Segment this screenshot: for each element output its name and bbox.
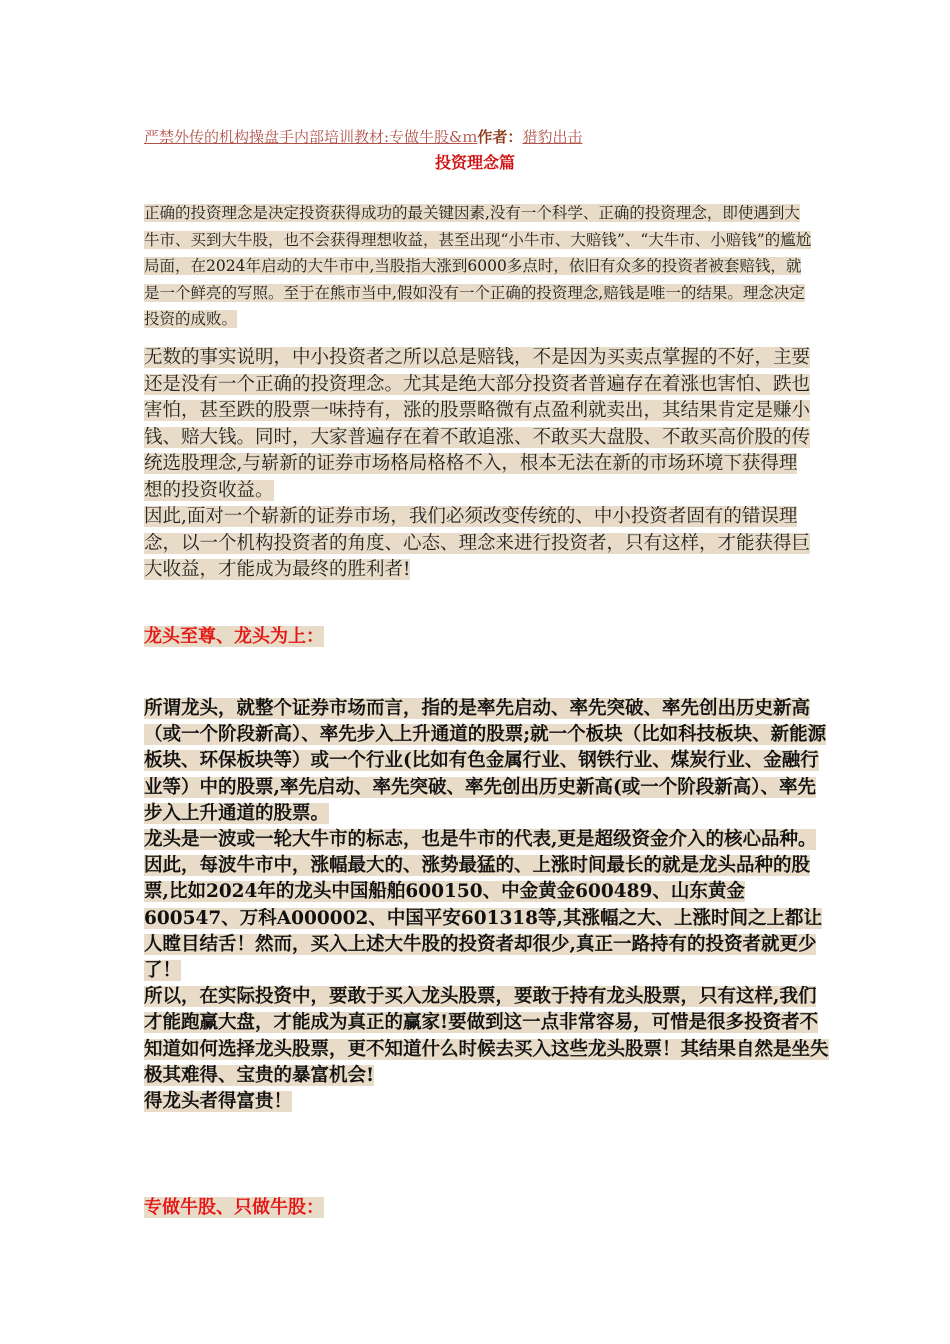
reason-paragraph-2: 因此,面对一个崭新的证券市场，我们必须改变传统的、中小投资者固有的错误理念，以一个机构投资者的角度、心态、理念来进行投资者，只有这样，才能获得巨大收益，才能成为最终的胜利者! [144, 506, 811, 580]
dragon-section-body [144, 696, 834, 1115]
intro-paragraph-text: 正确的投资理念是决定投资获得成功的最关键因素,没有一个科学、正确的投资理念，即使遇到大牛市、买到大牛股，也不会获得理想收益，甚至出现“小牛市、大赔钱”、“大牛市、小赔钱”的尴尬局面，在2024年启动的大牛市中,当股指大涨到6000多点时，依旧有众多的投资者被套赔钱，就是一个鲜亮的写照。至于在熊市当中,假如没有一个正确的投资理念,赔钱是唯一的结果。理念决定投资的成败。 [144, 204, 812, 328]
dragon-paragraph-4: 得龙头者得富贵！ [144, 1091, 293, 1113]
intro-paragraph [144, 200, 812, 333]
subtitle: 投资理念篇 [434, 153, 515, 172]
reason-section [144, 345, 812, 584]
section-heading-dragon: 龙头至尊、龙头为上： [144, 626, 324, 647]
document-header [144, 127, 582, 147]
dragon-paragraph-1: 所谓龙头，就整个证券市场而言，指的是率先启动、率先突破、率先创出历史新高（或一个阶段新高）、率先步入上升通道的股票;就一个板块（比如科技板块、新能源板块、环保板块等）或一个行业(比如有色金属行业、钢铁行业、煤炭行业、金融行业等）中的股票,率先启动、率先突破、率先创出历史新高(或一个阶段新高）、率先步入上升通道的股票。 [144, 698, 827, 824]
author-name-link[interactable]: 猎豹出击 [522, 128, 583, 146]
section-heading-bull: 专做牛股、只做牛股： [144, 1197, 324, 1218]
author-label: 作者： [477, 128, 523, 146]
title-link[interactable]: 严禁外传的机构操盘手内部培训教材:专做牛股&ｍ [144, 128, 478, 146]
reason-paragraph-1: 无数的事实说明，中小投资者之所以总是赔钱，不是因为买卖点掌握的不好，主要还是没有一个正确的投资理念。尤其是绝大部分投资者普遍存在着涨也害怕、跌也害怕，甚至跌的股票一味持有，涨的股票略微有点盈利就卖出，其结果肯定是赚小钱、赔大钱。同时，大家普遍存在着不敢追涨、不敢买大盘股、不敢买高价股的传统选股理念,与崭新的证券市场格局格格不入，根本无法在新的市场环境下获得理想的投资收益。 [144, 347, 811, 501]
dragon-paragraph-3: 所以，在实际投资中，要敢于买入龙头股票，要敢于持有龙头股票，只有这样,我们才能跑赢大盘，才能成为真正的赢家!要做到这一点非常容易，可惜是很多投资者不知道如何选择龙头股票，更不知道什么时候去买入这些龙头股票！其结果自然是坐失极其难得、宝贵的暴富机会! [144, 986, 829, 1086]
dragon-paragraph-2: 龙头是一波或一轮大牛市的标志，也是牛市的代表,更是超级资金介入的核心品种。因此，每波牛市中，涨幅最大的、涨势最猛的、上涨时间最长的就是龙头品种的股票,比如2024年的龙头中国船舶600150、中金黄金600489、山东黄金600547、万科A000002、中国平安601318等,其涨幅之大、上涨时间之上都让人瞠目结舌！然而，买入上述大牛股的投资者却很少,真正一路持有的投资者就更少了！ [144, 829, 822, 982]
